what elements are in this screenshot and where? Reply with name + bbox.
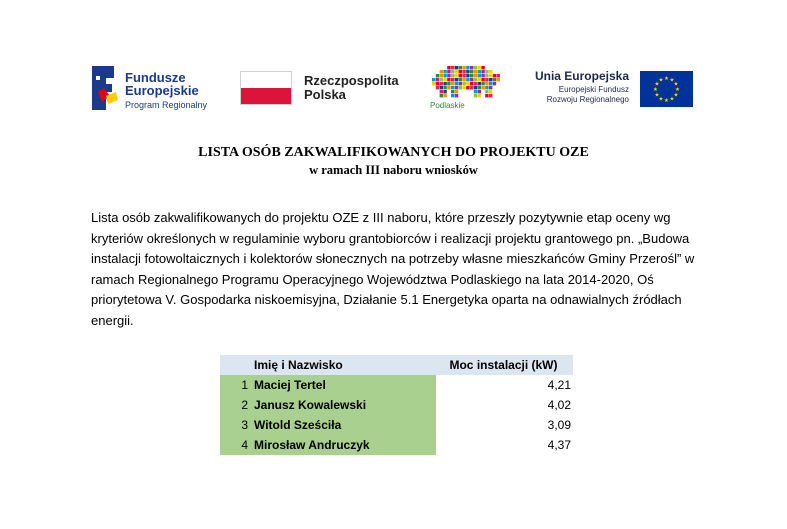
fundusze-line1: Fundusze <box>125 70 186 85</box>
qualified-persons-table <box>220 355 573 455</box>
svg-text:★: ★ <box>654 81 660 88</box>
rzeczpospolita-polska-logo <box>240 71 410 111</box>
fundusze-line2: Europejskie <box>125 83 199 98</box>
row-power: 4,21 <box>547 378 571 392</box>
intro-paragraph: Lista osób zakwalifikowanych do projektu OZE z III naboru, które przeszły pozytywnie etap oceny wg kryteriów określonych w regulaminie wyboru grantobiorców i realizacji projektu grantowego pn. „Budowa instalacji fotowoltaicznych i kolektorów słonecznych na potrzeby własne mieszkańców Gminy Przerośl” w ramach Regionalnego Programu Operacyjnego Województwa Podlaskiego na lata 2014-2020, Oś priorytetowa V. Gospodarka niskoemisyjna, Działanie 5.1 Energetyka oparta na odnawialnych źródłach energii. <box>91 210 695 328</box>
svg-text:★: ★ <box>675 87 680 93</box>
logo-bar <box>0 62 787 118</box>
podlaskie-caption: Podlaskie <box>430 101 465 110</box>
svg-text:★: ★ <box>673 92 679 99</box>
fundusze-europejskie-icon <box>92 66 120 110</box>
row-number: 3 <box>220 415 254 435</box>
row-number: 4 <box>220 435 254 455</box>
header-name: Imię i Nazwisko <box>254 355 436 375</box>
row-name: Mirosław Andruczyk <box>254 435 436 455</box>
ue-line2: Europejski Fundusz <box>558 85 629 94</box>
document-title: LISTA OSÓB ZAKWALIFIKOWANYCH DO PROJEKTU OZE <box>198 145 589 160</box>
svg-text:★: ★ <box>654 92 660 99</box>
fundusze-line3: Program Regionalny <box>125 100 208 110</box>
svg-text:★: ★ <box>673 81 679 88</box>
table-row <box>220 435 573 455</box>
podlaskie-logo <box>430 66 502 114</box>
row-name: Witold Sześciła <box>254 415 436 435</box>
row-name: Janusz Kowalewski <box>254 395 436 415</box>
polish-flag-icon <box>240 71 292 105</box>
row-number: 2 <box>220 395 254 415</box>
fundusze-europejskie-logo <box>92 66 222 114</box>
document-subtitle: w ramach III naboru wniosków <box>309 163 478 177</box>
ue-line1: Unia Europejska <box>534 69 629 83</box>
table-header-row <box>220 355 573 375</box>
row-power: 4,37 <box>547 438 571 452</box>
ue-line3: Rozwoju Regionalnego <box>546 95 629 104</box>
row-number: 1 <box>220 375 254 395</box>
svg-text:★: ★ <box>664 98 669 104</box>
table-row <box>220 395 573 415</box>
svg-text:★: ★ <box>669 77 675 84</box>
row-name: Maciej Tertel <box>254 375 436 395</box>
svg-text:★: ★ <box>658 96 664 103</box>
svg-text:★: ★ <box>664 76 669 82</box>
row-power: 4,02 <box>547 398 571 412</box>
rp-line2: Polska <box>304 87 346 102</box>
table-row <box>220 375 573 395</box>
unia-europejska-logo <box>535 66 695 110</box>
svg-text:★: ★ <box>669 96 675 103</box>
header-power: Moc instalacji (kW) <box>436 355 573 375</box>
svg-text:★: ★ <box>658 77 664 84</box>
bison-mosaic-icon <box>430 66 502 102</box>
svg-text:★: ★ <box>653 87 658 93</box>
rp-line1: Rzeczpospolita <box>304 73 399 88</box>
header-num-cell <box>220 355 254 375</box>
eu-flag-icon <box>640 71 693 107</box>
row-power: 3,09 <box>547 418 571 432</box>
table-row <box>220 415 573 435</box>
